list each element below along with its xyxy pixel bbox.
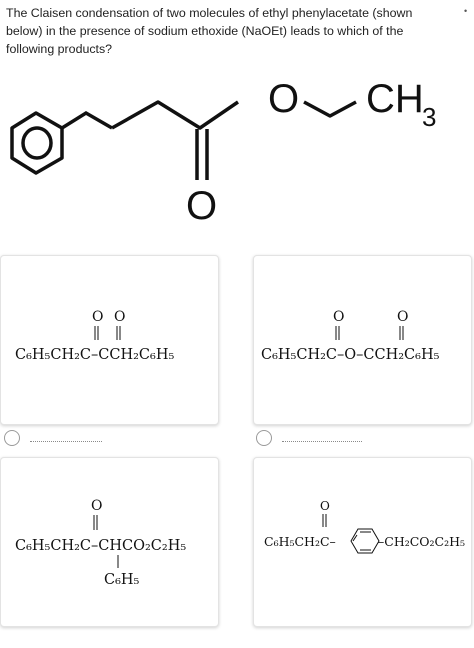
option-card-a[interactable] (0, 255, 219, 425)
ethyl-bond (304, 102, 356, 116)
reactant-structure (0, 72, 474, 242)
option-d-benzene-ring (351, 529, 379, 553)
benzene-ring (12, 113, 62, 173)
option-a-formula: C₆H₅CH₂C–CCH₂C₆H₅ (15, 347, 175, 363)
question-line-2: below) in the presence of sodium ethoxide (NaOEt) leads to which of the (6, 24, 404, 38)
carbonyl-oxygen-label: O (186, 184, 218, 228)
option-c-substituent: C₆H₅ (104, 572, 140, 588)
option-a-oxygen-1: O (92, 309, 104, 325)
option-card-d[interactable] (253, 457, 472, 627)
option-card-c[interactable] (0, 457, 219, 627)
option-d-structure (254, 458, 471, 626)
option-b-structure (254, 256, 471, 424)
option-b-oxygen-1: O (333, 309, 345, 325)
question-text (6, 4, 446, 58)
option-a-blank (30, 441, 102, 442)
question-line-1: The Claisen condensation of two molecules of ethyl phenylacetate (shown (6, 6, 413, 20)
option-a-structure (1, 256, 218, 424)
methyl-label: CH (366, 77, 424, 121)
option-card-b[interactable] (253, 255, 472, 425)
option-c-formula: C₆H₅CH₂C–CHCO₂C₂H₅ (15, 538, 187, 554)
question-line-3: following products? (6, 42, 113, 56)
option-c-structure (1, 458, 218, 626)
option-d-formula-right: –CH₂CO₂C₂H₅ (378, 534, 466, 549)
option-b-formula: C₆H₅CH₂C–O–CCH₂C₆H₅ (261, 347, 440, 363)
ethyl-phenylacetate-diagram (0, 72, 474, 242)
ester-oxygen-label: O (268, 77, 300, 121)
option-b-radio[interactable] (256, 430, 272, 446)
option-d-oxygen: O (320, 499, 330, 513)
option-c-oxygen: O (91, 498, 103, 514)
aromatic-circle (23, 128, 51, 158)
option-d-formula-left: C₆H₅CH₂C– (264, 534, 336, 549)
option-a-oxygen-2: O (114, 309, 126, 325)
ch2-bond (62, 113, 112, 128)
option-b-oxygen-2: O (397, 309, 409, 325)
corner-marker: • (464, 6, 468, 16)
option-b-blank (282, 441, 362, 442)
option-a-radio[interactable] (4, 430, 20, 446)
zigzag-bond (112, 102, 238, 128)
methyl-subscript: 3 (422, 102, 437, 132)
